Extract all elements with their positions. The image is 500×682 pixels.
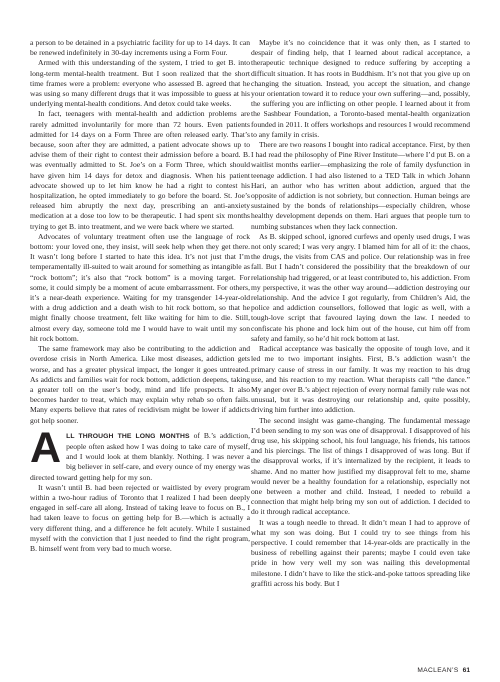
page-footer <box>417 667 470 674</box>
paragraph: In fact, teenagers with mental-health and addiction problems are rarely admitted involuntarily for more than 72 hours. Even patients admitted for 14 days on a Form Three are often released early. That’s because, soon after they are admitted, a patient advocate shows up to advise them of their right to contest their admission before a board. B. was eventually admitted to St. Joe’s on a Form Three, which should have given him 14 days for detox and diagnosis. When his patient advocate showed up to let him know he had a right to contest his hospitalization, he opted immediately to go before the board. St. Joe’s released him abruptly the next day, prescribing an anti-anxiety medication at a dose too low to be therapeutic. I had spent six months trying to get B. into treatment, and we were back where we started. <box>30 109 250 231</box>
paragraph: Advocates of voluntary treatment often use the language of rock bottom: your loved one, they insist, will seek help when they get there. It wasn’t long before I started to hate this idea. It’s not just that I’m temperamentally ill-suited to wait around for something as intangible as “rock bottom”; it’s also that “rock bottom” is a moving target. For some, it could simply be a moment of acute embarrassment. For others, it’s a near-death experience. Waiting for my transgender 14-year-old with a drug addiction and a death wish to hit rock bottom, so that he might finally choose treatment, felt like waiting for him to die. Still, almost every day, someone told me I would have to wait until my son hit rock bottom. <box>30 231 250 343</box>
paragraph: There are two reasons I bought into radical acceptance. First, by then I had read the philosophy of Pine River Institute—where I’d put B. on a waitlist months earlier—emphasizing the role of family dysfunction in teenage addiction. I had also listened to a TED Talk in which Johann Hari, an author who has written about addiction, argued that the opposite of addiction is not sobriety, but connection. Human beings are sustained by the bonds of relationships—especially children, whose healthy development depends on them. Hari argues that people turn to numbing substances when they lack connection. <box>251 140 470 231</box>
lead-in: LL THROUGH THE LONG MONTHS <box>66 432 190 440</box>
paragraph: It wasn’t until B. had been rejected or waitlisted by every program within a two-hour radius of Toronto that I realized I had been deeply engaged in self-care all along. Instead of taking leave to focus on B., I had taken leave to focus on getting help for B.—which is actually a very different thing, and a difference he felt acutely. While I sustained myself with the conviction that I just needed to find the right program, B. himself went from very bad to much worse. <box>30 482 250 553</box>
paragraph: It was a tough needle to thread. It didn’t mean I had to approve of what my son was doing. But I could try to see things from his perspective. I could remember that 14-year-olds are practically in the business of rebelling against their parents; maybe I could even take pride in how very well my son was nailing this developmental milestone. I didn’t have to like the stick-and-poke tattoos spreading like graffiti across his body. But I <box>251 517 470 588</box>
section-opening-paragraph <box>30 423 250 483</box>
paragraph: Maybe it’s no coincidence that it was only then, as I started to despair of finding help, that I learned about radical acceptance, a therapeutic technique designed to reduce suffering by accepting a difficult situation. It has roots in Buddhism. It’s not that you give up on changing the situation. Instead, you accept the situation, and change your orientation toward it to reduce your own suffering—and, possibly, the suffering you are inflicting on other people. I learned about it from the Sashbear Foundation, a Toronto-based mental-health organization founded in 2011. It offers workshops and resources I would recommend to any family in crisis. <box>251 38 470 139</box>
drop-cap: A <box>30 423 62 472</box>
paragraph: Radical acceptance was basically the opposite of tough love, and it led me to two important insights. First, B.’s addiction wasn’t the primary cause of stress in our family. It was my reaction to his drug use, and his reaction to my reaction. What therapists call “the dance.” My anger over B.’s abject rejection of every normal family rule was not unusual, but it was destroying our relationship and, quite possibly, driving him further into addiction. <box>251 344 470 415</box>
paragraph: The same framework may also be contributing to the addiction and overdose crisis in North America. Like most diseases, addiction gets worse, and has a greater physical impact, the longer it goes untreated. As addicts and families wait for rock bottom, addiction deepens, taking a greater toll on the user’s body, mind and life prospects. It also becomes harder to treat, which may explain why rehab so often fails. Many experts believe that rates of recidivism might be lower if addicts got help sooner. <box>30 344 250 425</box>
paragraph-text: of B.’s addiction, people often asked how I was doing to take care of myself, and I would look at them blankly. Nothing. I was never a big believer in self-care, and every ounce of my energy was directed toward getting help for my son. <box>30 430 250 482</box>
paragraph: a person to be detained in a psychiatric facility for up to 14 days. It can be renewed indefinitely in 30-day increments using a Form Four. <box>30 38 250 58</box>
paragraph: As B. skipped school, ignored curfews and openly used drugs, I was not only scared; I was very angry. I blamed him for all of it: the chaos, the drugs, the visits from CAS and police. Our relationship was in free fall. But I hadn’t considered the possibility that the breakdown of our relationship had triggered, or at least contributed to, his addiction. From my perspective, it was the other way around—addiction destroying our relationship. And the advice I got regularly, from Children’s Aid, the police and addiction counsellors, followed that logic as well, with a tough-love script that favoured laying down the law. I needed to confiscate his phone and lock him out of the house, cut him off from safety and family, so he’d hit rock bottom at last. <box>251 231 470 343</box>
left-column <box>30 38 250 554</box>
page-number: 61 <box>462 667 470 674</box>
paragraph: Armed with this understanding of the system, I tried to get B. into long-term mental-health treatment. But I soon realized that the short time frames were a problem: everyone who assessed B. agreed that he was using so many different drugs that it was impossible to guess at his underlying mental-health conditions. And detox could take weeks. <box>30 58 250 109</box>
magazine-name: MACLEAN’S <box>417 667 459 674</box>
paragraph: The second insight was game-changing. The fundamental message I’d been sending to my son was one of disapproval. I disapproved of his drug use, his skipping school, his foul language, his friends, his tattoos and his piercings. The list of things I disapproved of was long. But if the disapproval works, if it’s internalized by the recipient, it leads to shame. And no matter how justified my disapproval felt to me, shame would never be a healthy foundation for a relationship, especially not one between a mother and child. Instead, I needed to rebuild a connection that might help bring my son out of addiction. I decided to do it through radical acceptance. <box>251 415 470 517</box>
right-column <box>251 38 470 589</box>
